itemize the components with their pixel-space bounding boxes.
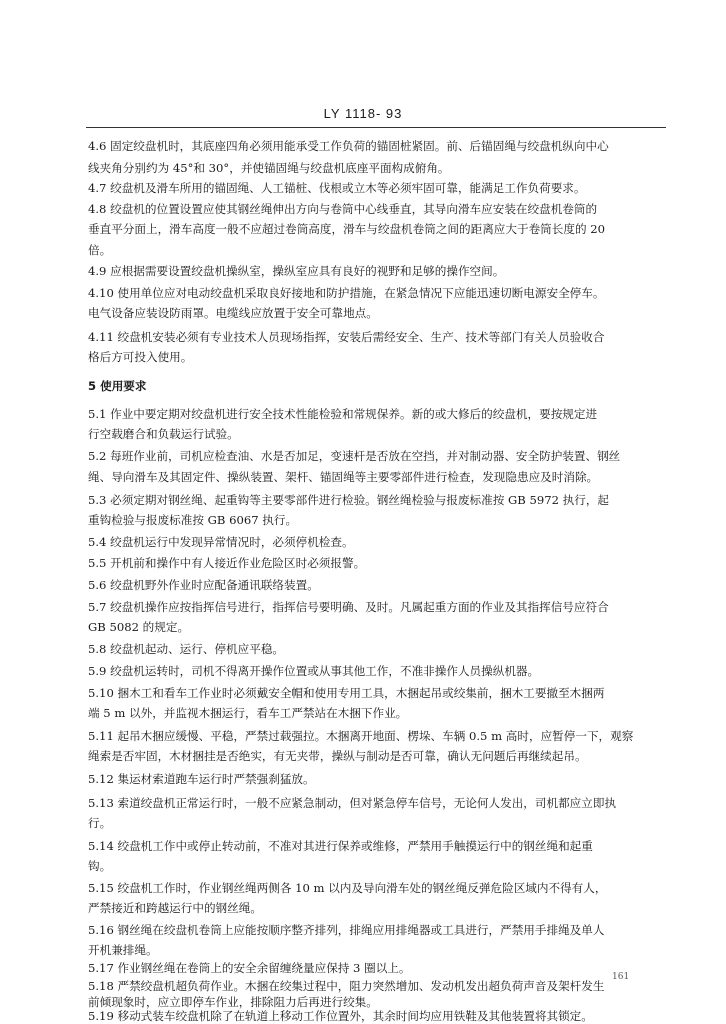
text-line: 端 5 m 以外，并监视木捆运行，看车工严禁站在木捆下作业。	[88, 706, 408, 720]
page-number: 161	[612, 972, 630, 982]
text-line: 5.11 起吊木捆应缓慢、平稳，严禁过载强拉。木捆离开地面、楞垛、车辆 0.5 m 高时，应暂停一下，观察	[88, 729, 634, 743]
header-rule	[86, 127, 666, 128]
text-line: 钩。	[88, 859, 112, 873]
text-line: 电气设备应装设防雨罩。电缆线应放置于安全可靠地点。	[88, 306, 378, 320]
text-line: 行。	[88, 816, 112, 830]
text-line: 5.16 钢丝绳在绞盘机卷筒上应能按顺序整齐排列，排绳应用排绳器或工具进行，严禁用手排绳及单人	[88, 923, 605, 937]
text-line: 4.8 绞盘机的位置设置应使其钢丝绳伸出方向与卷筒中心线垂直，其导向滑车应安装在绞盘机卷筒的	[88, 202, 598, 216]
text-line: 倍。	[88, 243, 112, 257]
text-line: 5.4 绞盘机运行中发现异常情况时，必须停机检查。	[88, 535, 354, 549]
text-line: 5.3 必须定期对钢丝绳、起重钩等主要零部件进行检验。钢丝绳检验与报废标准按 GB 5972 执行，起	[88, 493, 610, 507]
text-line: 5.10 捆木工和看车工作业时必须戴安全帽和使用专用工具，木捆起吊或绞集前，捆木工要撤至木捆两	[88, 686, 605, 700]
text-line: 5.5 开机前和操作中有人接近作业危险区时必须报警。	[88, 556, 366, 570]
document-header: LY 1118- 93	[323, 106, 403, 121]
text-line: GB 5082 的规定。	[88, 620, 190, 634]
text-line: 4.7 绞盘机及滑车所用的锚固绳、人工锚桩、伐根或立木等必须牢固可靠，能满足工作负荷要求。	[88, 181, 586, 195]
text-line: 重钩检验与报废标准按 GB 6067 执行。	[88, 513, 298, 527]
text-line: 5.17 作业钢丝绳在卷筒上的安全余留缠绕量应保持 3 圈以上。	[88, 961, 411, 975]
text-line: 前倾现象时，应立即停车作业，排除阻力后再进行绞集。	[88, 995, 378, 1009]
text-line: 开机兼排绳。	[88, 943, 158, 957]
text-line: 5.13 索道绞盘机正常运行时，一般不应紧急制动，但对紧急停车信号，无论何人发出，司机都应立即执	[88, 796, 617, 810]
text-line: 5.2 每班作业前，司机应检查油、水是否加足，变速杆是否放在空挡，并对制动器、安全防护装置、钢丝	[88, 449, 621, 463]
text-line: 5.1 作业中要定期对绞盘机进行安全技术性能检验和常规保养。新的或大修后的绞盘机，要按规定进	[88, 407, 598, 421]
text-line: 4.9 应根据需要设置绞盘机操纵室，操纵室应具有良好的视野和足够的操作空间。	[88, 264, 505, 278]
text-line: 线夹角分别约为 45°和 30°，并使锚固绳与绞盘机底座平面构成俯角。	[88, 161, 450, 175]
text-line: 5.6 绞盘机野外作业时应配备通讯联络装置。	[88, 578, 319, 592]
text-line: 5.8 绞盘机起动、运行、停机应平稳。	[88, 642, 285, 656]
text-line: 4.6 固定绞盘机时，其底座四角必须用能承受工作负荷的锚固桩紧固。前、后锚固绳与绞盘机纵向中心	[88, 139, 609, 153]
text-line: 严禁接近和跨越运行中的钢丝绳。	[88, 901, 262, 915]
text-line: 5.7 绞盘机操作应按指挥信号进行，指挥信号要明确、及时。凡属起重方面的作业及其指挥信号应符合	[88, 600, 609, 614]
text-line: 5.14 绞盘机工作中或停止转动前，不准对其进行保养或维修，严禁用手触摸运行中的钢丝绳和起重	[88, 839, 593, 853]
text-line: 5.9 绞盘机运转时，司机不得离开操作位置或从事其他工作，不准非操作人员操纵机器。	[88, 664, 540, 678]
text-line: 5.19 移动式装车绞盘机除了在轨道上移动工作位置外，其余时间均应用铁鞋及其他装置将其锁定。	[88, 1009, 593, 1023]
text-line: 5.15 绞盘机工作时，作业钢丝绳两侧各 10 m 以内及导向滑车处的钢丝绳反弹危险区域内不得有人，	[88, 881, 607, 895]
text-line: 绳索是否牢固，木材捆挂是否绝实，有无夹带，操纵与制动是否可靠，确认无问题后再继续起吊。	[88, 749, 587, 763]
text-line: 5.12 集运材索道跑车运行时严禁强刹猛放。	[88, 772, 315, 786]
text-line: 行空载磨合和负载运行试验。	[88, 427, 239, 441]
text-line: 垂直平分面上，滑车高度一般不应超过卷筒高度，滑车与绞盘机卷筒之间的距离应大于卷筒长度的 20	[88, 222, 605, 236]
text-line: 绳、导向滑车及其固定件、操纵装置、架杆、锚固绳等主要零部件进行检查，发现隐患应及时消除。	[88, 470, 599, 484]
text-line: 4.11 绞盘机安装必须有专业技术人员现场指挥，安装后需经安全、生产、技术等部门有关人员验收合	[88, 330, 605, 344]
text-line: 5.18 严禁绞盘机超负荷作业。木捆在绞集过程中，阻力突然增加、发动机发出超负荷声音及架杆发生	[88, 979, 605, 993]
text-line: 4.10 使用单位应对电动绞盘机采取良好接地和防护措施，在紧急情况下应能迅速切断电源安全停车。	[88, 286, 605, 300]
section-heading: 5 使用要求	[88, 379, 147, 393]
text-line: 格后方可投入使用。	[88, 350, 193, 364]
